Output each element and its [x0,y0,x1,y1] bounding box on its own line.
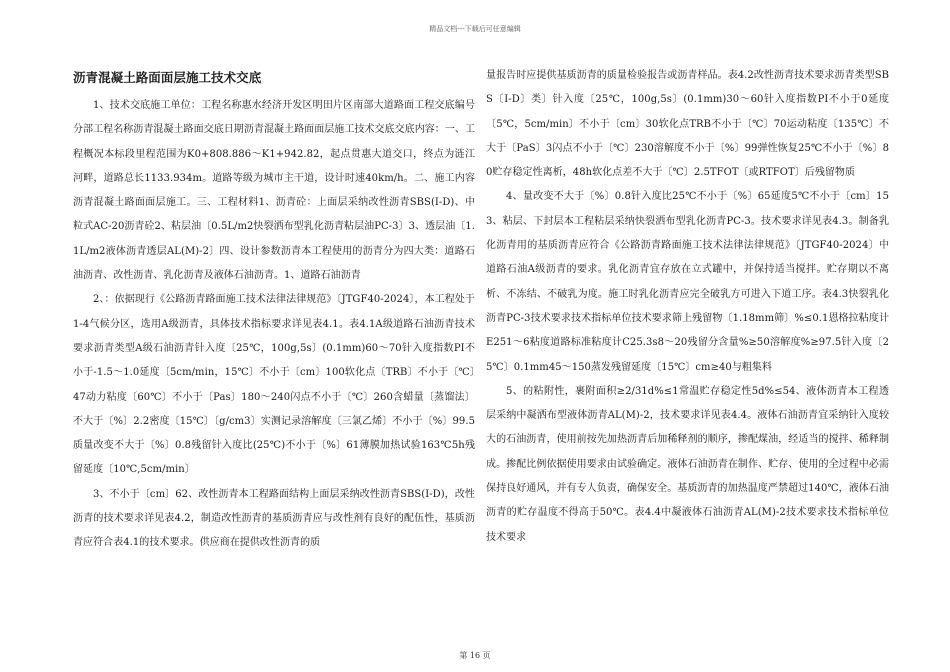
right-column [486,64,889,550]
document-title: 沥青混凝土路面面层施工技术交底 [73,70,262,85]
page-number: 第 16 页 [459,651,491,660]
paragraph-2: 2、：依据现行《公路沥青路面施工技术法律法律规范》〔JTGF40-2024〕，本工程处于1-4气候分区，选用A级沥青，具体技术指标要求详见表4.1。表4.1A级道路石油沥青技术要求沥青类型A级石油沥青针入度〔25℃，100g,5s〕(0.1mm)60～70针入度指数PI不小于-1.5～1.0延度〔5cm/min，15℃〕不小于〔cm〕100软化点〔TRB〕不小于〔℃〕47动力粘度〔60℃〕不小于〔Pas〕180～240闪点不小于〔℃〕260含蜡量〔蒸馏法〕不大于〔%〕2.2密度〔15℃〕〔g/cm3〕实测记录溶解度〔三氯乙烯〕不小于〔%〕99.5质量改变不大于〔%〕0.8残留针入度比(25℃)不小于〔%〕61薄膜加热试验163℃5h残留延度〔10℃,5cm/min〕 [73,294,475,476]
paragraph-5: 5、的粘附性，裹附面积≥2/31d%≤1常温贮存稳定性5d%≤54、液体沥青本工程透层采纳中凝洒布型液体沥青AL(M)-2，技术要求详见表4.4。液体石油沥青宜采纳针入度较大的石油沥青，使用前按先加热沥青后加稀释剂的顺序，掺配煤油，经适当的搅拌、稀释制成。掺配比例依据使用要求由试验确定。液体石油沥青在制作、贮存、使用的全过程中必需保持良好通风，并有专人负责，确保安全。基质沥青的加热温度严禁超过140℃，液体石油沥青的贮存温度不得高于50℃。表4.4中凝液体石油沥青AL(M)-2技术要求技术指标单位技术要求 [486,385,889,543]
paragraph-4: 4、量改变不大于〔%〕0.8针入度比25℃不小于〔%〕65延度5℃不小于〔cm〕153、粘层、下封层本工程粘层采纳快裂洒布型乳化沥青PC-3。技术要求详见表4.3。制备乳化沥青用的基质沥青应符合《公路沥青路面施工技术法律法律规范》〔JTGF40-2024〕中道路石油A级沥青的要求。乳化沥青宜存放在立式罐中，并保持适当搅拌。贮存期以不离析、不冻结、不破乳为度。施工时乳化沥青应完全破乳方可进入下道工序。表4.3快裂乳化沥青PC-3技术要求技术指标单位技术要求筛上残留物〔1.18mm筛〕%≤0.1恩格拉粘度计E251～6粘度道路标准粘度计C25.3s8～20残留分含量%≥50溶解度%≥97.5针入度〔25℃〕0.1mm45～150蒸发残留延度〔15℃〕cm≥40与粗集料 [486,191,889,373]
left-column [73,64,475,556]
page-header: 精品文档---下载后可任意编辑 [429,25,521,33]
paragraph-1: 1、技术交底施工单位：工程名称惠水经济开发区明田片区南部大道路面工程交底编号分部工程名称沥青混凝土路面交底日期沥青混凝土路面面层施工技术交底交底内容：一、工程概况本标段里程范围为K0+808.886～K1+942.82，起点贯惠大道交口，终点为涟江河畔，道路总长1133.934m。道路等级为城市主干道，设计时速40km/h。二、施工内容沥青混凝土路面面层施工。三、工程材料1、沥青砼：上面层采纳改性沥青SBS(I-D)、中粒式AC-20沥青砼2、粘层油〔0.5L/m2快裂洒布型乳化沥青粘层油PC-3〕3、透层油〔1.1L/m2液体沥青透层AL(M)-2〕四、设计参数沥青本工程使用的沥青分为四大类：道路石油沥青、改性沥青、乳化沥青及液体石油沥青。1、道路石油沥青 [73,100,475,282]
paragraph-continued: 量报告时应提供基质沥青的质量检验报告或沥青样品。表4.2改性沥青技术要求沥青类型SBS〔I-D〕类〕针入度〔25℃，100g,5s〕(0.1mm)30～60针入度指数PI不小于0延度〔5℃，5cm/min〕不小于〔cm〕30软化点TRB不小于〔℃〕70运动粘度〔135℃〕不大于〔PaS〕3闪点不小于〔℃〕230溶解度不小于〔%〕99弹性恢复25℃不小于〔%〕80贮存稳定性离析，48h软化点差不大于〔℃〕2.5TFOT〔或RTFOT〕后残留物质 [486,70,889,179]
paragraph-3: 3、不小于〔cm〕62、改性沥青本工程路面结构上面层采纳改性沥青SBS(I-D)，改性沥青的技术要求详见表4.2，制造改性沥青的基质沥青应与改性剂有良好的配伍性，基质沥青应符合表4.1的技术要求。供应商在提供改性沥青的质 [73,488,475,549]
